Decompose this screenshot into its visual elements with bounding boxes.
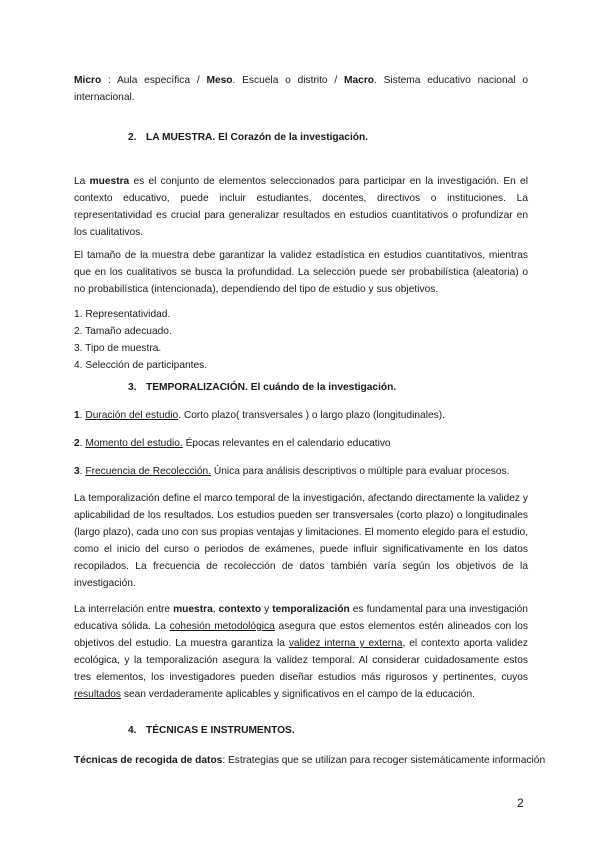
item-1-number: 1 (74, 410, 80, 421)
t: La interrelación entre (74, 604, 174, 615)
t: , el contexto aporta validez ecológica, y la temporalización asegura la validez temporal. Al considerar cuidadosamente estos tres elementos, los investigadores pueden diseñar estudios más rigurosos y pertinentes, cuyos (74, 638, 528, 683)
temporal-item-2: 2. Momento del estudio. Épocas relevantes en el calendario educativo (74, 438, 391, 449)
muestra-term: muestra (89, 176, 130, 187)
item-3-term: Frecuencia de Recolección. (85, 466, 212, 477)
section-2-heading (128, 131, 368, 145)
section-2-number: 2. (128, 132, 137, 143)
temporal-paragraph (74, 490, 528, 592)
section-4-heading (128, 724, 295, 738)
page-number: 2 (517, 796, 524, 810)
p1-post: es el conjunto de elementos seleccionados para participar en la investigación. En el contexto educativo, puede incluir estudiantes, docentes, directivos o instituciones. La representatividad es crucial para generalizar resultados en estudios cuantitativos o profundizar en los cualitativos. (74, 176, 528, 238)
term-muestra: muestra (173, 604, 213, 615)
item-3-text: Única para análisis descriptivos o múltiple para evaluar procesos. (211, 466, 510, 477)
term-validez: validez interna y externa (288, 638, 403, 649)
muestra-paragraph-1 (74, 173, 528, 241)
techniques-term: Técnicas de recogida de datos (74, 755, 223, 766)
p1-pre: La (74, 176, 90, 187)
t: , (212, 604, 219, 615)
micro-label: Micro (74, 75, 102, 86)
list-item: 4. Selección de participantes. (74, 360, 208, 371)
t: sean verdaderamente aplicables y significativos en el campo de la educación. (121, 689, 475, 700)
section-4-number: 4. (128, 725, 137, 736)
section-3-number: 3. (128, 382, 137, 393)
section-2-title: LA MUESTRA. El Corazón de la investigación. (146, 132, 369, 143)
section-3-title-bold: TEMPORALIZACIÓN (146, 382, 246, 393)
list-item: 2. Tamaño adecuado. (74, 326, 172, 337)
item-2-text: Épocas relevantes en el calendario educativo (182, 438, 391, 449)
item-1-text: . Corto plazo( transversales ) o largo plazo (longitudinales). (178, 410, 445, 421)
micro-text: : Aula específica / (101, 75, 207, 86)
t: y (261, 604, 273, 615)
techniques-text: : Estrategias que se utilizan para recoger sistemáticamente información (222, 755, 546, 766)
muestra-paragraph-2 (74, 247, 528, 298)
term-temporalizacion: temporalización (272, 604, 350, 615)
item-3-number: 3 (74, 466, 80, 477)
term-contexto: contexto (218, 604, 262, 615)
muestra-list (74, 306, 207, 374)
macro-label: Macro (344, 75, 375, 86)
t: es fundamental para una investigación educativa sólida. La (74, 604, 528, 632)
term-resultados: resultados (74, 689, 122, 700)
section-3-title-rest: . El cuándo de la investigación. (245, 382, 397, 393)
list-item: 3. Tipo de muestra. (74, 343, 162, 354)
temporal-text: La temporalización define el marco temporal de la investigación, afectando directamente la validez y aplicabilidad de los resultados. Los estudios pueden ser transversales (corto plazo) o longitudinales (largo plazo), cada uno con sus propias ventajas y limitaciones. El momento elegido para el estudio, como el inicio del curso o periodos de exámenes, puede influir significativamente en los datos recopilados. La frecuencia de recolección de datos también varía según los objetivos de la investigación. (74, 493, 528, 589)
temporal-item-1: 1. Duración del estudio. Corto plazo( transversales ) o largo plazo (longitudinales). (74, 410, 445, 421)
techniques-paragraph (74, 754, 545, 768)
item-1-term: Duración del estudio (85, 410, 179, 421)
p2-text: El tamaño de la muestra debe garantizar la validez estadística en estudios cuantitativos, mientras que en los cualitativos se busca la profundidad. La selección puede ser probabilística (aleatoria) o no probabilística (intencionada), dependiendo del tipo de estudio y sus objetivos. (74, 250, 528, 295)
item-2-term: Momento del estudio. (85, 438, 183, 449)
macro-text: . Sistema educativo nacional o internacional. (74, 75, 529, 103)
term-cohesion: cohesión metodológica (169, 621, 275, 632)
levels-paragraph (74, 72, 528, 106)
meso-label: Meso (206, 75, 233, 86)
temporal-item-3: 3. Frecuencia de Recolección. Única para análisis descriptivos o múltiple para evaluar procesos. (74, 466, 510, 477)
interrelation-paragraph (74, 601, 528, 703)
t: asegura que estos elementos estén alineados con los objetivos del estudio. La muestra garantiza la (74, 621, 528, 649)
item-2-number: 2 (74, 438, 80, 449)
meso-text: . Escuela o distrito / (232, 75, 344, 86)
list-item: 1. Representatividad. (74, 309, 171, 320)
section-3-heading (128, 381, 396, 395)
section-4-title: TÉCNICAS E INSTRUMENTOS. (146, 725, 295, 736)
